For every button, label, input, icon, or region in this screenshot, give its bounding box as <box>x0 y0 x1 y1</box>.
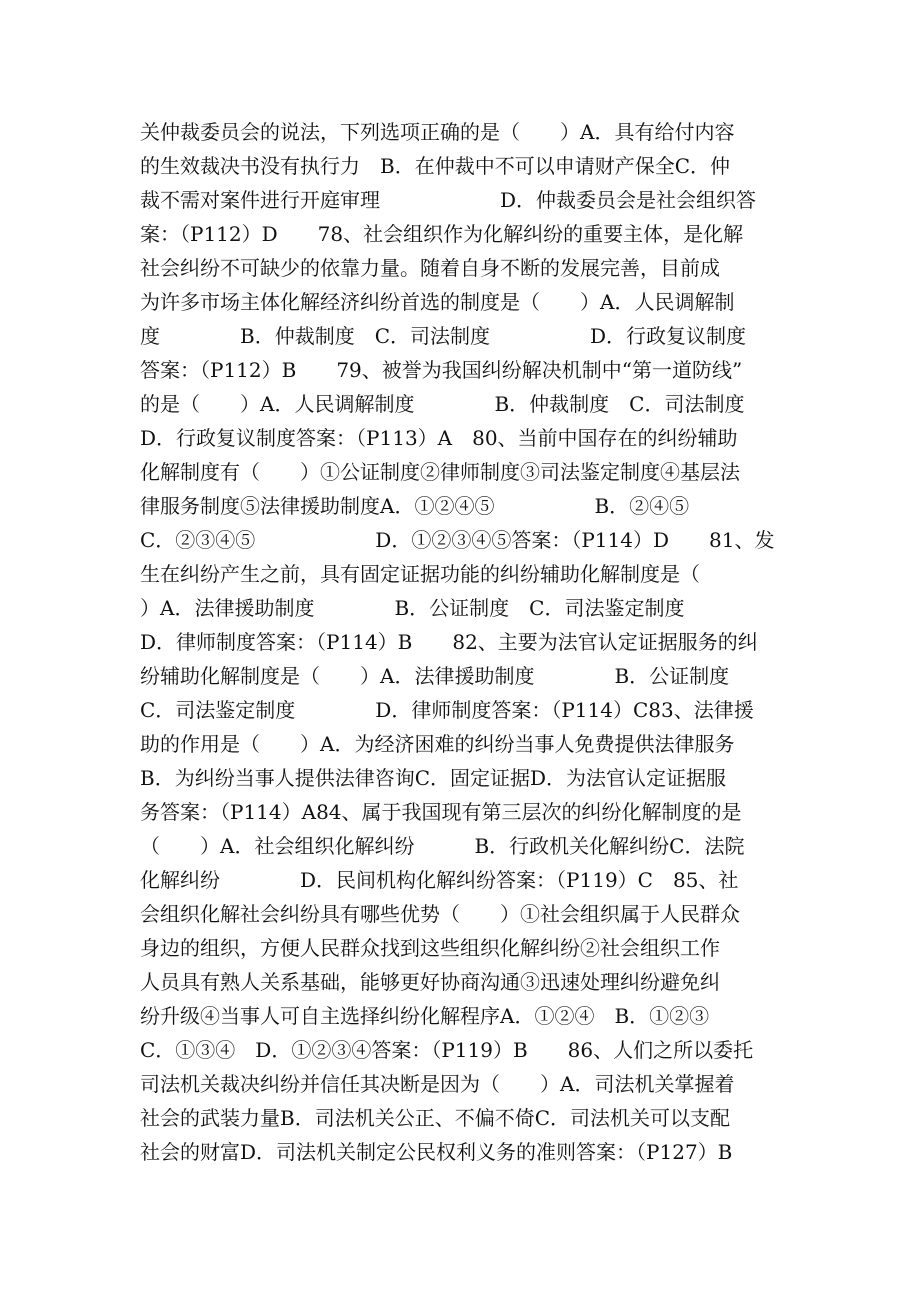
text-line: 人员具有熟人关系基础，能够更好协商沟通③迅速处理纠纷避免纠 <box>140 970 720 994</box>
text-line: 的是（ ）A．人民调解制度 B．仲裁制度 C．司法制度 <box>140 392 745 416</box>
text-line: 纷辅助化解制度是（ ）A．法律援助制度 B．公证制度 <box>140 664 730 688</box>
text-line: B．为纠纷当事人提供法律咨询C．固定证据D．为法官认定证据服 <box>140 766 727 790</box>
text-line: 裁不需对案件进行开庭审理 D．仲裁委员会是社会组织答 <box>140 188 757 212</box>
text-line: 度 B．仲裁制度 C．司法制度 D．行政复议制度 <box>140 324 747 348</box>
text-line: C．②③④⑤ D．①②③④⑤答案：（P114）D 81、发 <box>140 528 775 552</box>
text-line: D．行政复议制度答案：（P113）A 80、当前中国存在的纠纷辅助 <box>140 426 738 450</box>
text-line: 身边的组织，方便人民群众找到这些组织化解纠纷②社会组织工作 <box>140 936 720 960</box>
text-line: D．律师制度答案：（P114）B 82、主要为法官认定证据服务的纠 <box>140 630 758 654</box>
text-line: 司法机关裁决纠纷并信任其决断是因为（ ）A．司法机关掌握着 <box>140 1072 735 1096</box>
text-line: 为许多市场主体化解经济纠纷首选的制度是（ ）A．人民调解制 <box>140 290 735 314</box>
text-line: C．司法鉴定制度 D．律师制度答案：（P114）C83、法律援 <box>140 698 754 722</box>
text-line: 纷升级④当事人可自主选择纠纷化解程序A．①②④ B．①②③ <box>140 1004 710 1028</box>
text-line: C．①③④ D．①②③④答案：（P119）B 86、人们之所以委托 <box>140 1038 754 1062</box>
text-line: （ ）A．社会组织化解纠纷 B．行政机关化解纠纷C．法院 <box>140 834 745 858</box>
text-line: 化解制度有（ ）①公证制度②律师制度③司法鉴定制度④基层法 <box>140 460 740 484</box>
document-body <box>140 115 780 1169</box>
text-line: 社会的武装力量B．司法机关公正、不偏不倚C．司法机关可以支配 <box>140 1106 730 1130</box>
text-line: 答案：（P112）B 79、被誉为我国纠纷解决机制中“第一道防线” <box>140 358 743 382</box>
text-line: 化解纠纷 D．民间机构化解纠纷答案：（P119）C 85、社 <box>140 868 739 892</box>
text-line: 案：（P112）D 78、社会组织作为化解纠纷的重要主体，是化解 <box>140 222 744 246</box>
text-line: ）A．法律援助制度 B．公证制度 C．司法鉴定制度 <box>140 596 685 620</box>
text-line: 助的作用是（ ）A．为经济困难的纠纷当事人免费提供法律服务 <box>140 732 735 756</box>
text-line: 社会的财富D．司法机关制定公民权利义务的准则答案：（P127）B <box>140 1140 733 1164</box>
text-line: 关仲裁委员会的说法，下列选项正确的是（ ）A．具有给付内容 <box>140 120 735 144</box>
text-line: 社会纠纷不可缺少的依靠力量。随着自身不断的发展完善，目前成 <box>140 256 720 280</box>
text-line: 会组织化解社会纠纷具有哪些优势（ ）①社会组织属于人民群众 <box>140 902 740 926</box>
text-line: 的生效裁决书没有执行力 B．在仲裁中不可以申请财产保全C．仲 <box>140 154 730 178</box>
text-line: 生在纠纷产生之前，具有固定证据功能的纠纷辅助化解制度是（ <box>140 562 700 586</box>
text-line: 律服务制度⑤法律援助制度A．①②④⑤ B．②④⑤ <box>140 494 690 518</box>
text-line: 务答案：（P114）A84、属于我国现有第三层次的纠纷化解制度的是 <box>140 800 742 824</box>
